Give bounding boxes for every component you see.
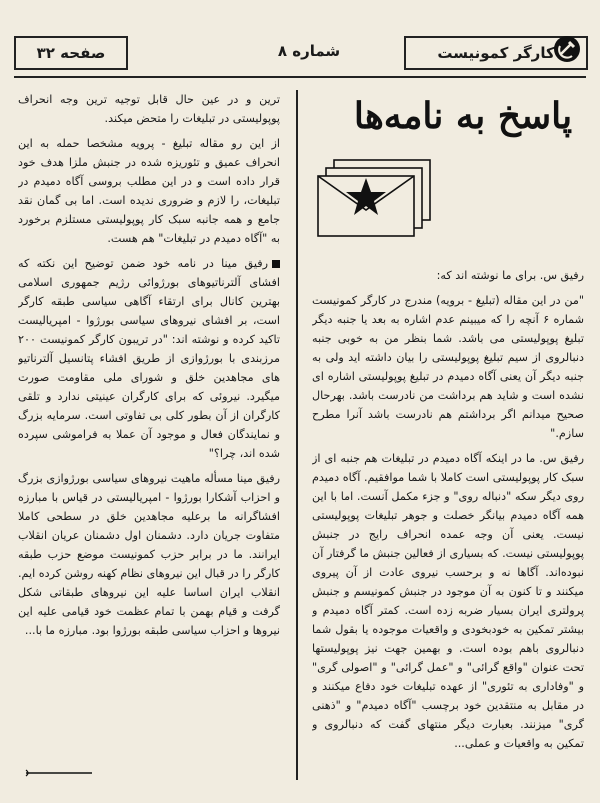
paragraph: رفیق س. ما در اینکه آگاه دمیدم در تبلیغات هم جنبه ای از سبک کار پوپولیستی است کاملا با شما موافقیم. آگاه دمیدم روی دیگر سکه "دنباله روی" و جزء مکمل آنست. اما با این همه آگاه دمیدم بیانگر خصلت و جوهر تبلیغات پوپولیستی نیست. یعنی آن وجه عمده انحراف رایج در جنبش پوپولیستی نیست. که بسیاری از فعالین جنبش ما گرفتار آن نبوده‌اند. آگاها نه و برحسب نیروی عادت از آن پیروی میکنند و تا کنون به آن موجود در جنبش کمونیسم و جنبش پرولتری ایران بسیار ضربه زده است. کمتر آگاه دمیدم و بیشتر تمکین به خودبخودی و واقعیات موجوده یا بقول شما دنبالروی باهم بوده است. و بهمین جهت نیز پوپولیستها تحت عنوان "واقع گرائی" و "عمل گرائی" و "اصولی گری" و "وفاداری به تئوری" از عهده تبلیغات خود دفاع میکنند و در مقابل به منتقدین خود برچسب "آگاه دمیدم" و "ذهنی گری" میزنند. بعبارت دیگر منتهای گفت که دنبالروی و تمکین به واقعیات و عملی... <box>312 452 584 750</box>
end-ornament-icon <box>24 768 94 778</box>
envelope-star-icon <box>312 120 438 260</box>
left-column <box>18 90 280 780</box>
page-header <box>14 30 586 72</box>
paragraph-text: رفیق مینا در نامه خود ضمن توضیح این نکته که افشای آلترناتیوهای بورژوائی رژیم جمهوری اسلامی بهترین کانال برای ارتقاء آگاهی سیاسی طبقه کارگر است، بر افشای نیروهای سیاسی بورژوا - امپریالیست تاکید کرده و نوشته اند: "در تریبون کارگر کمونیست ۲۰۰ مرزبندی با بورژوازی از طریق افشاء پتانسیل آلترناتیو های مجاهدین خلق و شورای ملی مقاومت صورت میگیرد. نیروئی که برای کارگران عینیتی ندارد و تلقی کارگران از آن بطور کلی بی تفاوتی است. سرمایه بزرگ و نمایندگان فعال و موجود آن عملا به فراموشی سپرده شده اند، چرا؟" <box>18 257 280 460</box>
paragraph <box>18 254 280 463</box>
header-rule <box>14 76 586 78</box>
paragraph: رفیق س. برای ما نوشته اند که: <box>436 269 584 282</box>
publication-title: کارگر کمونیست <box>404 36 588 70</box>
right-column <box>312 266 584 786</box>
article-title: پاسخ به نامه‌ها <box>353 95 573 137</box>
paragraph: از این رو مقاله تبلیغ - پرویه مشخصا حمله به این انحراف عمیق و تئوریزه شده در جنبش ملزا هدف خود قرار داده است و در این مطلب بروسی آگاه دمیدم در تبلیغات، را لازم و ضروری ندیده است. اما بی گمان نقد جامع و همه جانبه سبک کار پوپولیستی مستلزم برخورد به "آگاه دمیدم در تبلیغات" هم هست. <box>18 137 280 245</box>
paragraph: ترین و در عین حال قابل توجیه ترین وجه انحراف پوپولیستی در تبلیغات را متحض میکند. <box>18 93 280 125</box>
hammer-sickle-icon <box>552 34 582 64</box>
issue-number: شماره ۸ <box>277 42 341 60</box>
paragraph: رفیق مینا مسأله ماهیت نیروهای سیاسی بورژوازی بزرگ و احزاب آشکارا بورژوا - امپریالیستی در قیاس با مبارزه افشاگرانه ما برعلیه مجاهدین خلق در سطحی کاملا متفاوت جریان دارد. دشمنان اول دشمنان عریان انقلاب ایرانند. ما در برابر حزب کمونیست موضع حزب طبقه کارگر را در قبال این نیروهای نظام کهنه روشن کرده ایم. انقلاب ایران اساسا علیه این نیروهای طبقاتی شکل گرفت و قیام بهمن با تمام عظمت خود قیامی علیه این نیروها و احزاب سیاسی طبقه بورژوا بود. مبارزه ما با... <box>18 472 280 637</box>
page-number: صفحه ۳۲ <box>14 36 128 70</box>
bullet-icon <box>272 260 280 268</box>
column-divider <box>296 90 298 780</box>
paragraph: "من در این مقاله (تبلیغ - برویه) مندرج در کارگر کمونیست شماره ۶ آنچه را که میبینم عدم اشاره به بعد یا جنبه دیگر تبلیغ پوپولیستی می باشد. شما بنظر من به خوبی جنبه دنبالروی از سیم تبلیغ پوپولیستی را بیان داشته اید ولی به جنبه دیگر آن یعنی آگاه دمیدم در تبلیغ پوپولیستی اشاره ای نشده است و شاید هم برداشت من نادرست باشد. بهرحال صحیح میدانم اگر برداشتم هم نادرست باشد آنرا مطرح سازم." <box>312 294 584 440</box>
